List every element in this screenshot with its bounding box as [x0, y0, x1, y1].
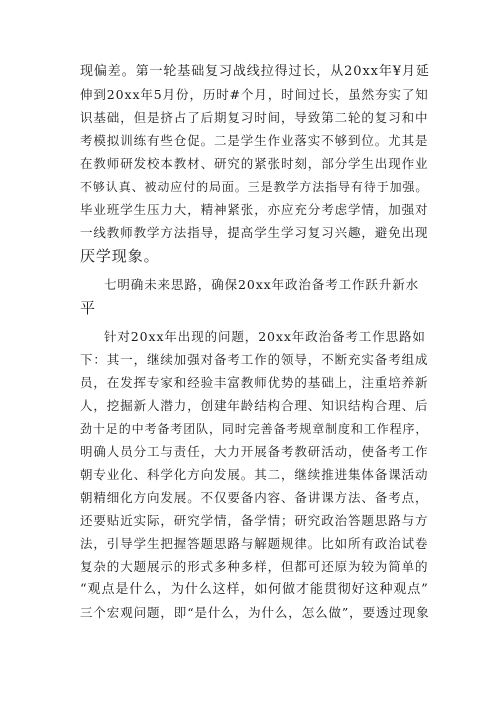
- text-line: 法，引导学生把握答题思路与解题规律。比如所有政治试卷: [80, 536, 429, 551]
- text-line: 识基础，但是挤占了后期复习时间，导致第二轮的复习和中: [80, 110, 429, 125]
- text-line: 不够认真、被动应付的局面。三是教学方法指导有待于加强。: [80, 180, 429, 194]
- text-line: 明确人员分工与责任，大力开展备考教研活动，使备考工作: [80, 444, 429, 459]
- text-line: 员，在发挥专家和经验丰富教师优势的基础上，注重培养新: [80, 375, 429, 390]
- section-heading-continued: 平: [80, 299, 96, 317]
- text-line: 考模拟训练有些仓促。二是学生作业落实不够到位。尤其是: [80, 133, 429, 148]
- text-line: 人，挖掘新人潜力，创建年龄结构合理、知识结构合理、后: [80, 398, 429, 413]
- text-line: 毕业班学生压力大，精神紧张，亦应充分考虑学情，加强对: [80, 202, 429, 217]
- text-line: 劲十足的中考备考团队，同时完善备考规章制度和工作程序，: [80, 422, 429, 436]
- text-line: 在教师研发校本教材、研究的紧张时刻，部分学生出现作业: [80, 156, 429, 171]
- text-line: “观点是什么，为什么这样，如何做才能贯彻好这种观点”: [80, 582, 429, 597]
- text-line: 厌学现象。: [80, 247, 160, 265]
- text-line: 伸到20xx年5月份，历时#个月，时间过长，虽然夯实了知: [80, 87, 429, 102]
- text-line: 现偏差。第一轮基础复习战线拉得过长，从20xx年¥月延: [80, 64, 430, 79]
- text-line: 还要贴近实际，研究学情，备学情；研究政治答题思路与方: [80, 513, 429, 528]
- section-heading: 七明确未来思路，确保20xx年政治备考工作跃升新水: [104, 277, 420, 292]
- text-line: 复杂的大题展示的形式多种多样，但都可还原为较为简单的: [80, 559, 429, 574]
- text-line: 下：其一，继续加强对备考工作的领导，不断充实备考组成: [80, 352, 429, 367]
- text-line: 朝专业化、科学化方向发展。其二，继续推进集体备课活动: [80, 467, 429, 482]
- text-line: 一线教师教学方法指导，提高学生学习复习兴趣，避免出现: [80, 225, 429, 240]
- text-line: 针对20xx年出现的问题，20xx年政治备考工作思路如: [104, 329, 426, 344]
- text-line: 朝精细化方向发展。不仅要备内容、备讲课方法、备考点，: [80, 490, 429, 505]
- text-line: 三个宏观问题，即“是什么，为什么，怎么做”，要透过现象: [80, 605, 430, 620]
